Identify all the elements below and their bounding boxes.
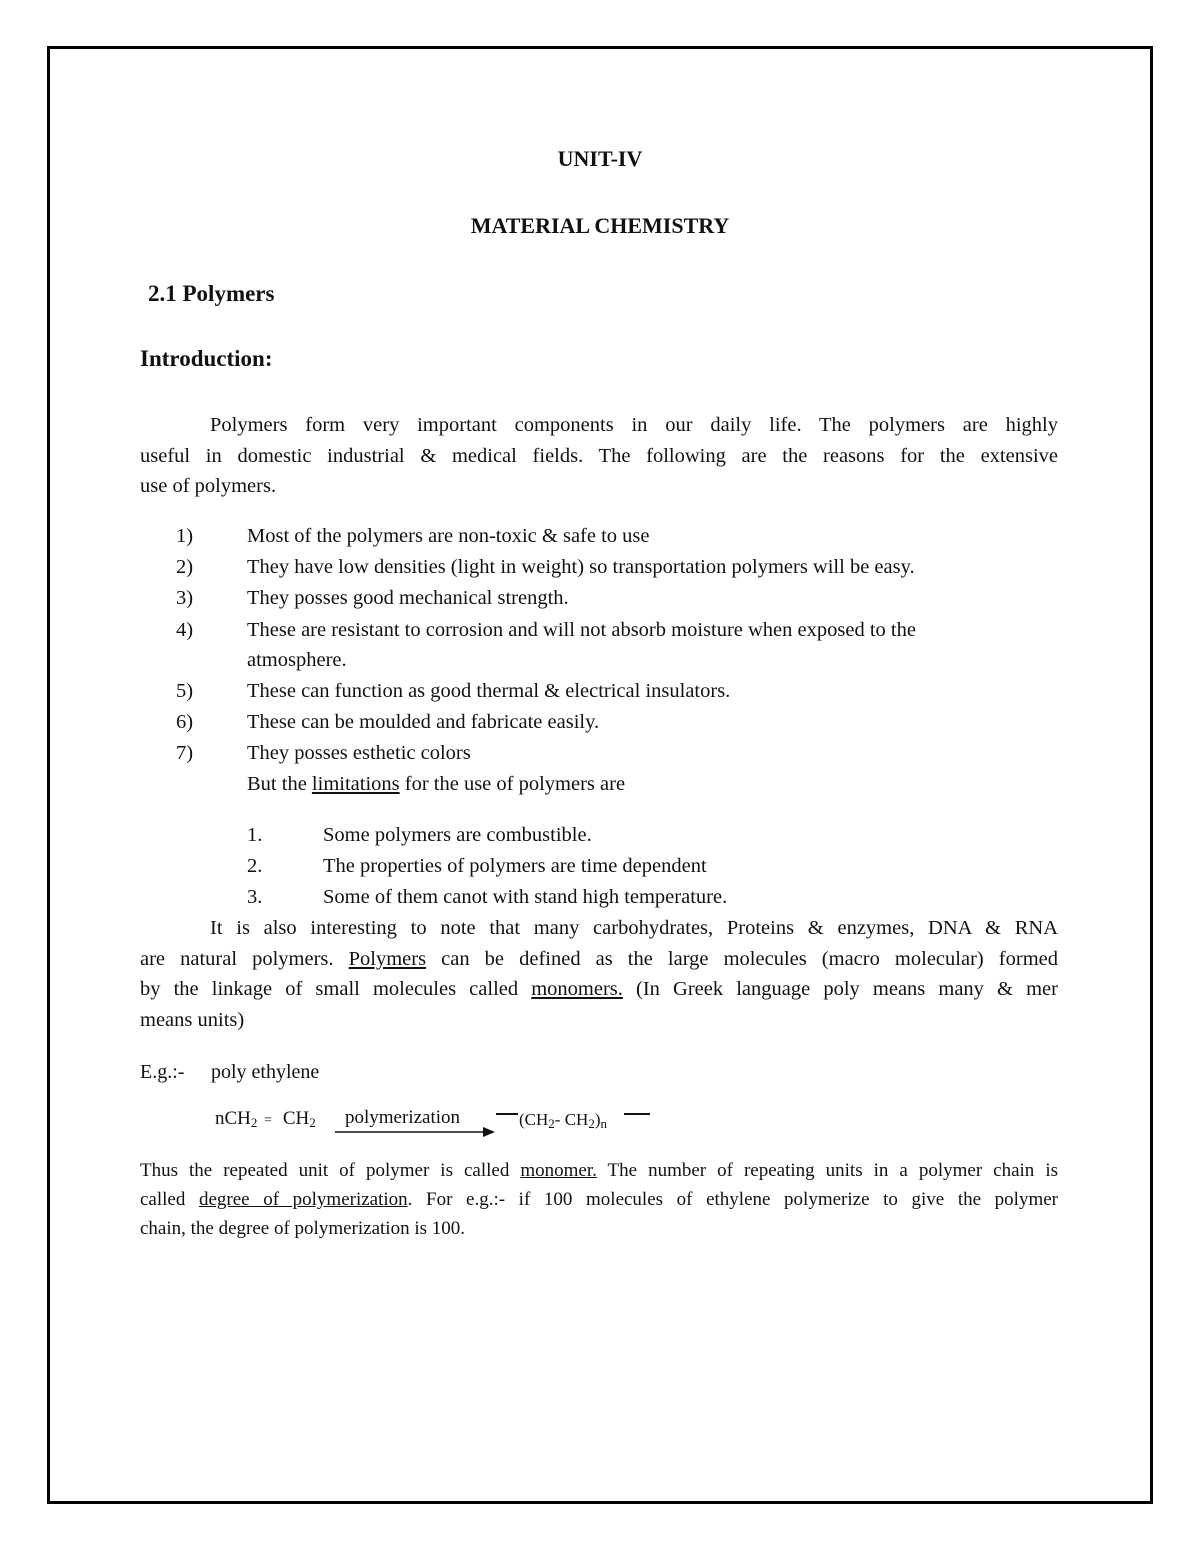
summary-line-2 — [140, 1185, 1058, 1214]
summary-line-3: chain, the degree of polymerization is 100. — [140, 1218, 466, 1239]
list-item-text: These are resistant to corrosion and will not absorb moisture when exposed to the — [247, 619, 916, 641]
limitations-term: limitations — [311, 773, 400, 795]
intro-line-3: use of polymers. — [140, 475, 277, 497]
list-item-text: The properties of polymers are time dependent — [323, 855, 707, 877]
list-item-number: 5) — [176, 680, 194, 702]
double-bond: = — [264, 1113, 273, 1128]
definition-paragraph — [140, 913, 1058, 1035]
list-item-number: 1) — [176, 525, 194, 547]
summary-text: Thus the repeated unit of polymer is called — [140, 1160, 521, 1181]
summary-text: . For e.g.:- if 100 molecules of ethylene polymerize to give the polymer — [407, 1189, 1058, 1210]
list-item-number: 2) — [176, 556, 194, 578]
list-item-text: Some of them canot with stand high temperature. — [323, 886, 728, 908]
degree-of-polymerization-term: degree of polymerization — [198, 1189, 408, 1210]
list-item-text: Most of the polymers are non-toxic & safe to use — [247, 525, 650, 547]
product-formula — [519, 1110, 607, 1132]
summary-line-1 — [140, 1156, 1058, 1185]
intro-paragraph — [140, 410, 1058, 502]
monomers-term: monomers. — [531, 978, 623, 1000]
list-item-text: These can be moulded and fabricate easily. — [247, 711, 600, 733]
limitations-intro — [247, 769, 625, 800]
product-open: (CH — [519, 1110, 549, 1129]
list-item-text: They have low densities (light in weight) so transportation polymers will be easy. — [247, 556, 915, 578]
intro-line-1: Polymers form very important components in our daily life. The polymers are highly — [210, 414, 1058, 436]
monomer-term: monomer. — [520, 1160, 597, 1181]
summary-text: called — [140, 1189, 199, 1210]
list-item-text: These can function as good thermal & electrical insulators. — [247, 680, 731, 702]
example-label: E.g.:- — [140, 1061, 185, 1083]
definition-line-2 — [140, 944, 1058, 975]
subscript: 2 — [250, 1115, 258, 1130]
list-item-number: 2. — [247, 855, 263, 877]
definition-line-1: It is also interesting to note that many carbohydrates, Proteins & enzymes, DNA & RNA — [210, 917, 1058, 939]
subscript: 2 — [548, 1116, 555, 1131]
definition-text: by the linkage of small molecules called — [140, 978, 532, 1000]
list-item-number: 3) — [176, 587, 194, 609]
example-text: poly ethylene — [211, 1061, 320, 1083]
reactant-second: CH — [282, 1108, 310, 1129]
intro-heading: Introduction: — [140, 346, 273, 371]
subject-title: MATERIAL CHEMISTRY — [470, 213, 730, 238]
subscript: 2 — [309, 1115, 316, 1130]
example-line — [140, 1057, 320, 1088]
definition-line-3 — [140, 974, 1058, 1005]
subscript: 2 — [588, 1116, 595, 1131]
intro-line-2: useful in domestic industrial & medical fields. The following are the reasons for the extensive — [140, 444, 1058, 467]
summary-text: The number of repeating units in a polymer chain is — [596, 1160, 1058, 1181]
polymers-term: Polymers — [348, 947, 427, 970]
product-close: ) — [594, 1110, 601, 1129]
list-item-text: They posses esthetic colors — [247, 742, 471, 764]
reactant-prefix: nCH — [215, 1108, 251, 1129]
limitations-intro-before: But the — [247, 773, 312, 795]
summary-paragraph — [140, 1156, 1058, 1243]
product-dash: - CH — [554, 1110, 589, 1129]
list-item-number: 4) — [176, 619, 194, 641]
unit-title: UNIT-IV — [557, 146, 643, 171]
reaction-arrow-icon — [335, 1124, 500, 1140]
bond-line-icon — [624, 1112, 652, 1118]
list-item-number: 3. — [247, 886, 263, 908]
limitations-intro-after: for the use of polymers are — [399, 773, 626, 795]
polymerization-equation — [215, 1108, 316, 1131]
list-item-number: 1. — [247, 824, 263, 846]
list-item-text: Some polymers are combustible. — [323, 824, 592, 846]
list-item-text: atmosphere. — [247, 649, 347, 671]
definition-text: can be defined as the large molecules (macro molecular) formed — [426, 947, 1058, 970]
repeat-count: n — [600, 1116, 607, 1131]
bond-line-icon — [496, 1112, 520, 1118]
list-item-number: 6) — [176, 711, 194, 733]
list-item-text: They posses good mechanical strength. — [247, 587, 569, 609]
definition-line-4: means units) — [140, 1008, 245, 1031]
section-heading: 2.1 Polymers — [148, 281, 275, 306]
arrow-label: polymerization — [345, 1107, 461, 1128]
definition-text: are natural polymers. — [140, 947, 349, 970]
list-item-number: 7) — [176, 742, 194, 764]
definition-text: (In Greek language poly means many & mer — [622, 978, 1058, 1000]
